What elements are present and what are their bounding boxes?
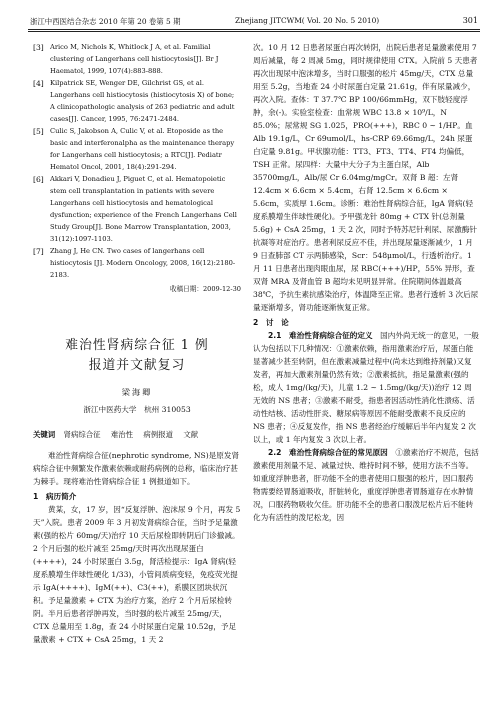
article-author: 梁海卿 [121, 387, 153, 397]
reference-text: Kilpatrick SE, Wenger DE, Gilchrist GS, et al. Langerhans cell histiocytosis (histiocytosis X) of bone; A clinicopathologic analysis of 263 pediatric and adult cases[J]. Cancer, 1995, 76:2471-2484. [50, 79, 235, 123]
intro-paragraph: 难治性肾病综合征(nephrotic syndrome, NS)是原发肾病综合征中频繁发作激素依赖或耐药病例的总称，临床治疗甚为棘手。现将难治性肾病综合征 1 例报道如下。 [33, 451, 240, 486]
received-date: 收稿日期：2009-12-30 [170, 285, 241, 293]
header-rule-top [28, 29, 480, 30]
reference-item [33, 77, 241, 125]
right-column [253, 41, 479, 524]
reference-item [33, 245, 241, 281]
left-column [33, 41, 241, 646]
case-continuation-paragraph: 次。10 月 12 日患者尿蛋白再次转阴，出院后患者足量激素使用 7 周后减量，每 2 周减 5mg，同时规律使用 CTX。入院前 5 天患者再次出现尿中泡沫增多，当时口服强的松片 45mg/天，CTX 总量用至 5.2g，当地查 24 小时尿蛋白定量 21.61g，伴有尿量减少，再次入院。查体：T 37.7℃ BP 100/66mmHg，双下肢轻度浮肿，余(-)。实验室检查：血常规 WBC 13.8 × 10⁹/L，N 85.0%；尿常规 SG 1.025，PRO(+++)，RBC 0 ~ 1/HP。血 Alb 19.1g/L，Cr 69umol/L，hs-CRP 69.66mg/L，24h 尿蛋白定量 9.81g。甲状腺功能：TT3、FT3、TT4、FT4 均偏低，TSH 正常。尿四样：大量中大分子为主蛋白尿，Alb 35700mg/L，Alb/尿 Cr 6.04mg/mgCr。双肾 B 超：左肾 12.4cm × 6.6cm × 5.4cm，右肾 12.5cm × 6.6cm × 5.6cm，实质厚 1.6cm。诊断：难治性肾病综合征，IgA 肾病(轻度系膜增生伴球性硬化)。予甲强龙针 80mg + CTX 针(总剂量 5.6g) + CsA 25mg，1 天 2 次，同时予特苏尼针利尿、尿激酶针抗凝等对症治疗。患者利尿反应不佳，并出现尿量逐渐减少，1 月 9 日查肺部 CT 示两肺感染，Scr：548μmol/L，行透析治疗。1 月 11 日患者出现肉眼血尿，尿 RBC(+++)/HP，55% 异形，查双肾 MRA 及肾血管 B 超均未见明显异常。住院期间体温最高 38℃，予抗生素抗感染治疗，体温降至正常。患者行透析 3 次后尿量逐渐增多，肾功能逐渐恢复正常。 [253, 43, 479, 312]
reference-number: [6] [33, 175, 44, 184]
keywords-label: 关键词 [33, 430, 56, 439]
reference-number: [4] [33, 79, 44, 88]
subheading-causes: 2.2 难治性肾病综合征的常见原因 [268, 448, 388, 457]
reference-number: [3] [33, 43, 44, 52]
keywords-line [33, 428, 241, 441]
reference-number: [7] [33, 247, 44, 256]
author-affiliation: 浙江中医药大学 杭州 310053 [83, 405, 191, 414]
definition-paragraph [253, 329, 479, 446]
section-heading-discussion: 2 讨 论 [253, 318, 289, 327]
reference-number: [5] [33, 127, 44, 136]
journal-citation: Zhejiang JITCWM( Vol. 20 No. 5 2010) [235, 16, 380, 25]
article-title-line2: 报道并文献复习 [88, 358, 186, 373]
keyword: 病例报道 [143, 430, 173, 439]
article-title-line1: 难治性肾病综合征 1 例 [65, 338, 209, 353]
reference-item [33, 41, 241, 77]
reference-item [33, 125, 241, 173]
journal-name: 浙江中西医结合杂志 2010 年第 20 卷第 5 期 [30, 17, 181, 26]
causes-text: ①激素治疗不规范，包括激素使用剂量不足、减量过快、维持时间不够，使用方法不当等。如重度浮肿患者，肝功能不全的患者使用口服强的松片，因口服药物需要经胃肠道吸收，肝脏转化，重度浮肿患者胃肠道存在水肿情况，口服药物吸收欠佳。肝功能不全的患者口服泼尼松片后不能转化为有活性的泼尼松龙，因 [253, 448, 479, 522]
subheading-definition: 2.1 难治性肾病综合征的定义 [268, 331, 373, 340]
keyword: 文献 [183, 430, 199, 439]
page-number: 301 [462, 16, 478, 25]
section-heading-case: 1 病历简介 [33, 492, 77, 501]
keyword: 肾病综合征 [63, 430, 101, 439]
causes-paragraph [253, 446, 479, 524]
header-rule-bottom [28, 31, 480, 32]
definition-text: 国内外尚无统一的意见，一般认为包括以下几种情况：①激素依赖，指用激素治疗后，尿蛋白能显著减少甚至转阴，但在激素减量过程中(尚未达到维持剂量)又复发者，再加大激素剂量仍然有效；②激素抵抗，指足量激素(强的松，成人 1mg/(kg/天)，儿童 1.2 ~ 1.5mg/(kg/天))治疗 12 周无效的 NS 患者；③激素不耐受，指患者因活动性消化性溃疡、活动性结核、活动性肝炎、糖尿病等原因不能耐受激素不良反应的 NS 患者；④反复发作，指 NS 患者经治疗缓解后半年内复发 2 次以上，或 1 年内复发 3 次以上者。 [253, 331, 479, 444]
reference-list [33, 41, 241, 281]
reference-text: Zhang J, He CN. Two cases of langerhans cell histiocytosis [J]. Modern Oncology, 2008, 16(12):2180-2183. [50, 247, 236, 279]
article-title [33, 336, 241, 376]
reference-item [33, 173, 241, 245]
reference-text: Akkari V, Donadieu J, Piguet C, et al. Hematopoietic stem cell transplantation in patients with severe Langerhans cell histiocytosis and hematological dysfunction; experience of the French Langerhans Cell Study Group[J]. Bone Marrow Transplantation, 2003, 31(12):1097-1103. [50, 175, 237, 243]
case-paragraph: 黄某，女，17 岁，因“反复浮肿、泡沫尿 9 个月，再发 5 天”入院。患者 2009 年 3 月初发肾病综合征，当时予足量激素(强的松片 60mg/天)治疗 10 天后尿检即转阴后门诊撤减。2 个月后强的松片减至 25mg/天时再次出现尿蛋白(++++)，24 小时尿蛋白 3.5g，肾活检提示：IgA 肾病(轻度系膜增生伴球性硬化 1/33)，小管间质病变轻，免疫荧光提示 IgA(++++)、IgM(++)、C3(++)，系膜区团块状沉积。予足量激素 + CTX 为治疗方案，治疗 2 个月后尿检转阴。半月后患者浮肿再发，当时强的松片减至 25mg/天，CTX 总量用至 1.8g，查 24 小时尿蛋白定量 10.52g，予足量激素 + CTX + CsA 25mg，1 天 2 [33, 505, 241, 644]
reference-text: Arico M, Nichols K, Whitlock J A, et al. Familial clustering of Langerhans cell histiocytosis[J]. Br J Haematol, 1999, 107(4):883-888. [50, 43, 219, 75]
reference-text: Culic S, Jakobson A, Culic V, et al. Etoposide as the basic and interferonalpha as the maintenance therapy for Langerhans cell histiocytosis; a RTC[J]. Pediatr Hematol Oncol, 2001, 18(4):291-294. [50, 127, 235, 171]
keyword: 难治性 [110, 430, 134, 439]
